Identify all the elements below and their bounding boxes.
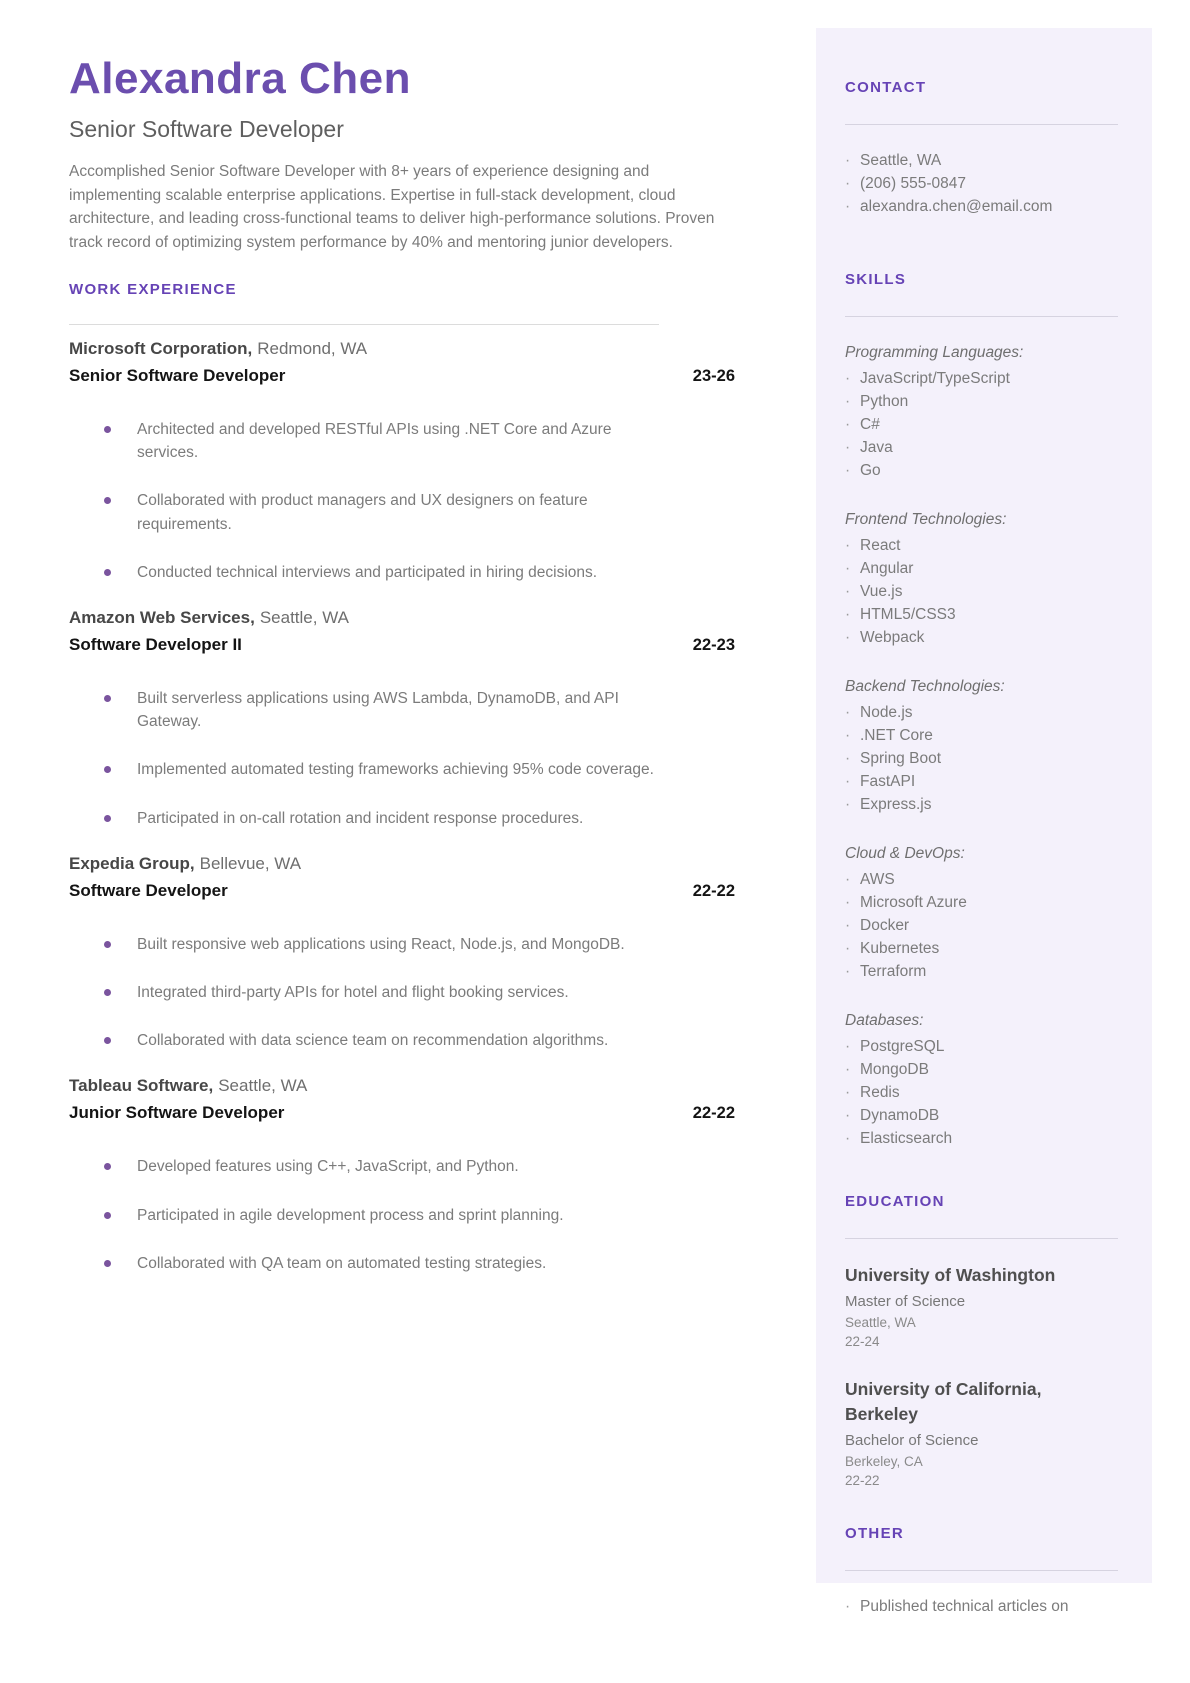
skill-item: · .NET Core [845, 724, 1118, 747]
job-bullet: Implemented automated testing frameworks achieving 95% code coverage. [69, 758, 735, 781]
company-location: Seattle, WA [218, 1076, 308, 1096]
skill-item: · JavaScript/TypeScript [845, 367, 1118, 390]
school-location: Seattle, WA [845, 1315, 916, 1330]
bullet-icon: · [845, 393, 851, 410]
skill-item: · Kubernetes [845, 937, 1118, 960]
bullet-icon: · [845, 796, 851, 813]
main-column [69, 55, 735, 1275]
bullet-icon: · [845, 416, 851, 433]
bullet-icon: · [845, 963, 851, 980]
skill-item: · DynamoDB [845, 1104, 1118, 1127]
skill-item: · Node.js [845, 701, 1118, 724]
skill-item: · Redis [845, 1081, 1118, 1104]
bullet-icon: · [845, 750, 851, 767]
job-role: Junior Software Developer [69, 1103, 285, 1123]
skill-item: · PostgreSQL [845, 1035, 1118, 1058]
bullet-icon: · [845, 1130, 851, 1147]
company-location: Redmond, WA [257, 339, 368, 358]
skill-item: · Angular [845, 557, 1118, 580]
skill-item: · Python [845, 390, 1118, 413]
bullet-icon: · [845, 198, 851, 215]
contact-item-email [845, 195, 1118, 218]
skill-group-frontend [845, 508, 1118, 649]
bullet-icon: · [845, 175, 851, 192]
skill-item: · React [845, 534, 1118, 557]
skill-item: · MongoDB [845, 1058, 1118, 1081]
divider [845, 316, 1118, 317]
bullet-icon: · [845, 1598, 851, 1615]
education-entry [845, 1377, 1118, 1490]
bullet-icon: · [845, 537, 851, 554]
bullet-icon: · [845, 439, 851, 456]
job-bullets [69, 418, 735, 584]
job-dates: 22-22 [692, 1104, 735, 1123]
skill-item: · Docker [845, 914, 1118, 937]
bullet-icon [104, 426, 111, 433]
job-bullet: Architected and developed RESTful APIs using .NET Core and Azure services. [69, 418, 735, 464]
bullet-icon [104, 989, 111, 996]
bullet-icon [104, 941, 111, 948]
professional-summary: Accomplished Senior Software Developer with 8+ years of experience designing and implementing scalable enterprise applications. Expertise in full-stack development, cloud architecture, and leading cross-functional teams to deliver high-performance solutions. Proven track record of optimizing system performance by 40% and mentoring junior developers. [69, 163, 715, 251]
job-role-line [69, 1099, 735, 1127]
skill-group-label: Backend Technologies: [845, 678, 1005, 695]
skill-item: · Vue.js [845, 580, 1118, 603]
bullet-icon [104, 1163, 111, 1170]
education-section [845, 1194, 1118, 1490]
other-section [845, 1526, 1118, 1618]
job-bullets [69, 1155, 735, 1275]
contact-item-location [845, 149, 1118, 172]
job-dates: 22-22 [692, 881, 735, 900]
bullet-icon: · [845, 606, 851, 623]
job-role-line [69, 877, 735, 905]
contact-section [845, 80, 1118, 218]
skill-item: · Elasticsearch [845, 1127, 1118, 1150]
skill-group-backend [845, 675, 1118, 816]
school-location: Berkeley, CA [845, 1454, 923, 1469]
bullet-icon [104, 1037, 111, 1044]
skill-item: · C# [845, 413, 1118, 436]
bullet-icon: · [845, 1038, 851, 1055]
job-dates: 23-26 [692, 367, 735, 385]
bullet-icon: · [845, 871, 851, 888]
job-entry-tableau [69, 1072, 735, 1275]
skill-group-programming [845, 341, 1118, 482]
skill-item: · Go [845, 459, 1118, 482]
job-bullet: Participated in on-call rotation and incident response procedures. [69, 807, 735, 830]
bullet-icon: · [845, 152, 851, 169]
skill-item: · Microsoft Azure [845, 891, 1118, 914]
job-bullet: Collaborated with data science team on recommendation algorithms. [69, 1029, 735, 1052]
bullet-icon: · [845, 773, 851, 790]
bullet-icon [104, 1260, 111, 1267]
job-bullet: Built serverless applications using AWS Lambda, DynamoDB, and API Gateway. [69, 687, 735, 733]
skill-item: · Webpack [845, 626, 1118, 649]
job-bullet: Collaborated with QA team on automated testing strategies. [69, 1252, 735, 1275]
bullet-icon: · [845, 1061, 851, 1078]
contact-phone-text: (206) 555-0847 [860, 175, 966, 192]
school-dates: 22-22 [845, 1473, 880, 1488]
bullet-icon: · [845, 370, 851, 387]
job-bullet: Developed features using C++, JavaScript, and Python. [69, 1155, 735, 1178]
company-name: Amazon Web Services, [69, 608, 255, 628]
job-bullets [69, 933, 735, 1053]
job-role: Software Developer II [69, 635, 242, 655]
contact-location-text: Seattle, WA [860, 152, 942, 169]
bullet-icon [104, 569, 111, 576]
skill-item: · FastAPI [845, 770, 1118, 793]
job-bullet: Built responsive web applications using React, Node.js, and MongoDB. [69, 933, 735, 956]
job-role-line [69, 362, 735, 390]
contact-heading: CONTACT [845, 79, 927, 96]
skill-group-label: Databases: [845, 1012, 924, 1029]
education-heading: EDUCATION [845, 1193, 945, 1210]
bullet-icon [104, 766, 111, 773]
company-location: Bellevue, WA [199, 853, 302, 873]
job-company-line [69, 1072, 735, 1099]
job-bullet: Participated in agile development process and sprint planning. [69, 1204, 735, 1227]
skill-group-cloud-devops [845, 842, 1118, 983]
school-degree: Master of Science [845, 1293, 966, 1310]
bullet-icon: · [845, 583, 851, 600]
bullet-icon [104, 497, 111, 504]
job-role: Software Developer [69, 880, 228, 900]
bullet-icon [104, 815, 111, 822]
contact-email-text: alexandra.chen@email.com [860, 198, 1053, 215]
skill-item: · HTML5/CSS3 [845, 603, 1118, 626]
skill-item: · Terraform [845, 960, 1118, 983]
job-company-line [69, 604, 735, 631]
job-role-line [69, 631, 735, 659]
job-bullet: Collaborated with product managers and UX designers on feature requirements. [69, 489, 735, 535]
other-heading: OTHER [845, 1525, 904, 1542]
job-entry-microsoft [69, 335, 735, 584]
job-entry-amazon [69, 604, 735, 830]
job-entry-expedia [69, 850, 735, 1053]
work-experience-heading: WORK EXPERIENCE [69, 281, 237, 298]
school-degree: Bachelor of Science [845, 1432, 979, 1449]
company-name: Microsoft Corporation, [69, 339, 253, 358]
job-bullet: Conducted technical interviews and participated in hiring decisions. [69, 561, 735, 584]
bullet-icon: · [845, 940, 851, 957]
bullet-icon: · [845, 727, 851, 744]
skill-item: · AWS [845, 868, 1118, 891]
job-company-line [69, 850, 735, 877]
sidebar [816, 28, 1152, 1615]
job-title-subtitle: Senior Software Developer [69, 116, 344, 142]
school-dates: 22-24 [845, 1334, 880, 1349]
bullet-icon: · [845, 704, 851, 721]
bullet-icon: · [845, 560, 851, 577]
bullet-icon: · [845, 462, 851, 479]
other-item: · Published technical articles on [845, 1595, 1118, 1618]
bullet-icon: · [845, 629, 851, 646]
skill-group-label: Programming Languages: [845, 344, 1024, 361]
job-company-line [69, 335, 735, 362]
company-name: Tableau Software, [69, 1076, 214, 1096]
skill-item: · Java [845, 436, 1118, 459]
divider [845, 1570, 1118, 1571]
bullet-icon [104, 1212, 111, 1219]
skill-item: · Express.js [845, 793, 1118, 816]
skill-group-databases [845, 1009, 1118, 1150]
company-location: Seattle, WA [259, 608, 349, 628]
job-dates: 22-23 [692, 636, 735, 655]
skill-group-label: Frontend Technologies: [845, 511, 1007, 528]
school-name: University of Washington [845, 1265, 1056, 1285]
page-title: Alexandra Chen [69, 54, 411, 103]
skills-section [845, 272, 1118, 1150]
contact-item-phone [845, 172, 1118, 195]
skill-group-label: Cloud & DevOps: [845, 845, 965, 862]
education-entry [845, 1263, 1118, 1351]
job-role: Senior Software Developer [69, 366, 286, 385]
divider [69, 324, 659, 325]
company-name: Expedia Group, [69, 853, 195, 873]
job-bullet: Integrated third-party APIs for hotel and flight booking services. [69, 981, 735, 1004]
bullet-icon: · [845, 894, 851, 911]
divider [845, 124, 1118, 125]
job-bullets [69, 687, 735, 830]
school-name: University of California, Berkeley [845, 1379, 1042, 1424]
bullet-icon: · [845, 1084, 851, 1101]
bullet-icon [104, 695, 111, 702]
bullet-icon: · [845, 917, 851, 934]
skill-item: · Spring Boot [845, 747, 1118, 770]
divider [845, 1238, 1118, 1239]
bullet-icon: · [845, 1107, 851, 1124]
skills-heading: SKILLS [845, 271, 907, 288]
